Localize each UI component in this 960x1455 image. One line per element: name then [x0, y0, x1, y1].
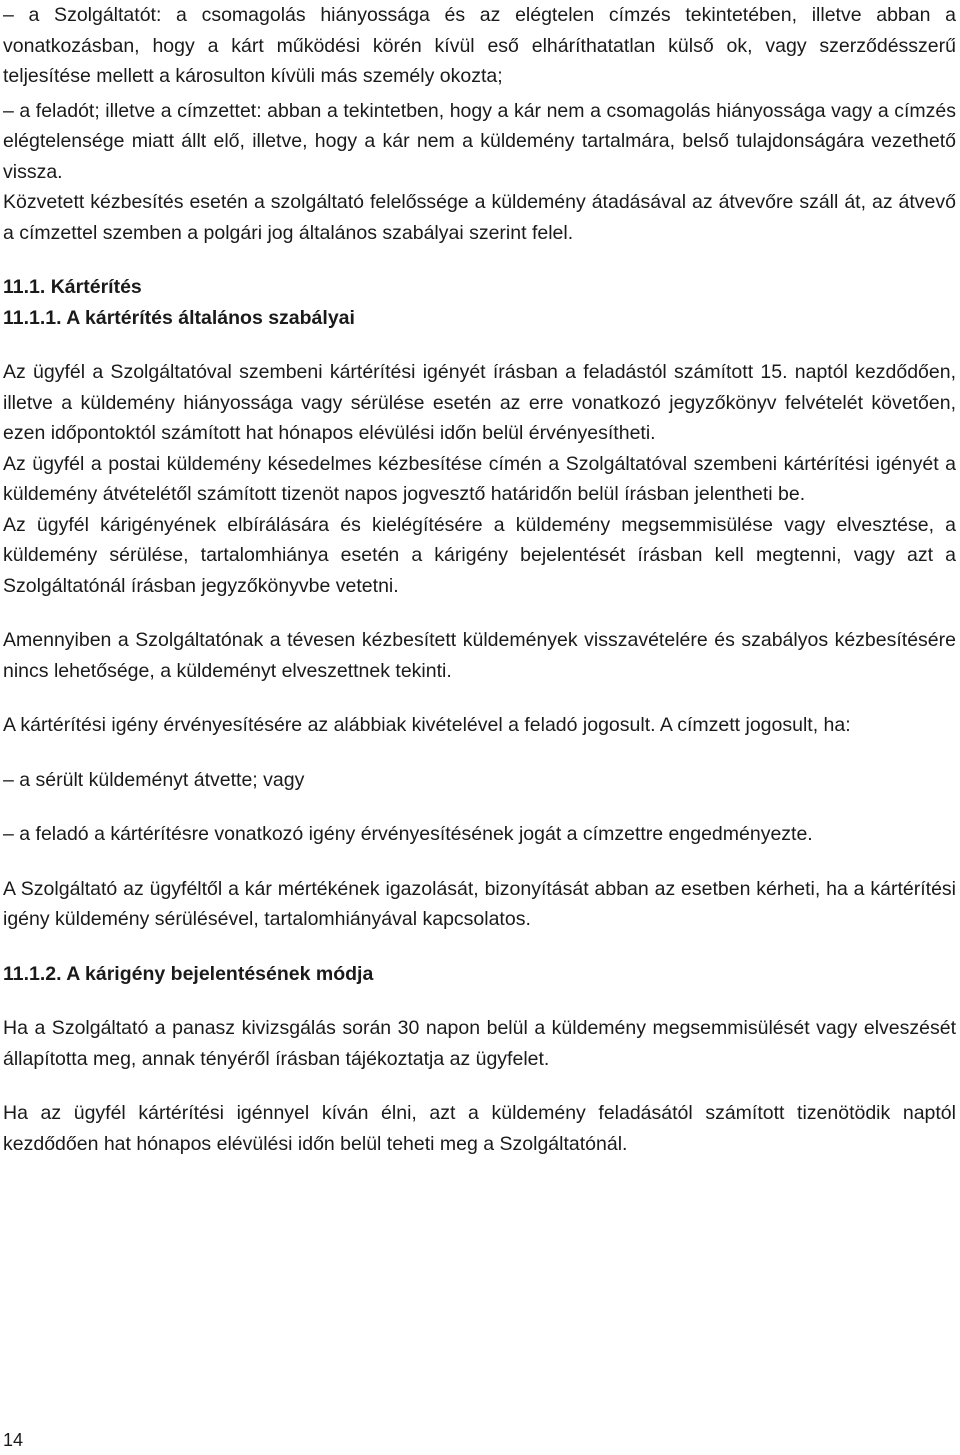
paragraph-ugyfel-kesedelmes: Az ügyfél a postai küldemény késedelmes kézbesítése címén a Szolgáltatóval szembeni kártérítési igényét a küldemény átvételétől számított tizenöt napos jogvesztő határidőn belül írásban jelentheti be. — [3, 452, 956, 505]
paragraph-ugyfel-karigeny: Az ügyfél kárigényének elbírálására és kielégítésére a küldemény megsemmisülése vagy elvesztése, a küldemény sérülése, tartalomhiánya esetén a kárigény bejelentését írásban kell megtenni, vagy azt a Szolgáltatónál írásban jegyzőkönyvbe vetetni. — [3, 513, 956, 597]
paragraph-panasz: Ha a Szolgáltató a panasz kivizsgálás során 30 napon belül a küldemény megsemmisülését vagy elveszését állapította meg, annak tényéről írásban tájékoztatja az ügyfelet. — [3, 1017, 956, 1070]
section-heading-11-1-2: 11.1.2. A kárigény bejelentésének módja — [3, 962, 374, 985]
paragraph-elni: Ha az ügyfél kártérítési igénnyel kíván élni, azt a küldemény feladásától számított tizenötödik naptól kezdődően hat hónapos elévülési időn belül teheti meg a Szolgáltatónál. — [3, 1102, 956, 1155]
bullet-serult: – a sérült küldeményt átvette; vagy — [3, 768, 305, 791]
bullet-szolgaltato: – a Szolgáltatót: a csomagolás hiányossága és az elégtelen címzés tekintetében, illetve abban a vonatkozásban, hogy a kárt működési körén kívül eső elháríthatatlan külső ok, vagy szerződésszerű teljesítése mellett a károsulton kívüli más személy okozta; — [3, 4, 956, 87]
paragraph-igazolas: A Szolgáltató az ügyféltől a kár mértékének igazolását, bizonyítását abban az esetben kérheti, ha a kártérítési igény küldemény sérülésével, tartalomhiányával kapcsolatos. — [3, 877, 956, 930]
paragraph-amennyiben: Amennyiben a Szolgáltatónak a tévesen kézbesített küldemények visszavételére és szabályos kézbesítésére nincs lehetősége, a küldeményt elveszettnek tekinti. — [3, 629, 956, 682]
paragraph-ugyfel-kartetitesi: Az ügyfél a Szolgáltatóval szembeni kártérítési igényét írásban a feladástól számított 15. naptól kezdődően, illetve a küldemény hiányossága vagy sérülése esetén az erre vonatkozó jegyzőkönyv felvételét követően, ezen időpontoktól számított hat hónapos elévülési időn belül érvényesítheti. — [3, 361, 956, 444]
document-page — [3, 0, 956, 1159]
section-heading-11-1-1: 11.1.1. A kártérítés általános szabályai — [3, 306, 355, 329]
page-number: 14 — [3, 1430, 24, 1450]
section-heading-11-1: 11.1. Kártérítés — [3, 276, 142, 298]
paragraph-kozvetett: Közvetett kézbesítés esetén a szolgáltató felelőssége a küldemény átadásával az átvevőre száll át, az átvevő a címzettel szemben a polgári jog általános szabályai szerint felel. — [3, 191, 956, 244]
bullet-felado: – a feladót; illetve a címzettet: abban a tekintetben, hogy a kár nem a csomagolás hiányossága vagy a címzés elégtelensége miatt állt elő, illetve, hogy a kár nem a küldemény tartalmára, belső tulajdonságára vezethető vissza. — [3, 99, 956, 183]
bullet-engedmenyezte: – a feladó a kártérítésre vonatkozó igény érvényesítésének jogát a címzettre engedményezte. — [3, 823, 813, 845]
paragraph-jogosult: A kártérítési igény érvényesítésére az alábbiak kivételével a feladó jogosult. A címzett jogosult, ha: — [3, 714, 851, 736]
